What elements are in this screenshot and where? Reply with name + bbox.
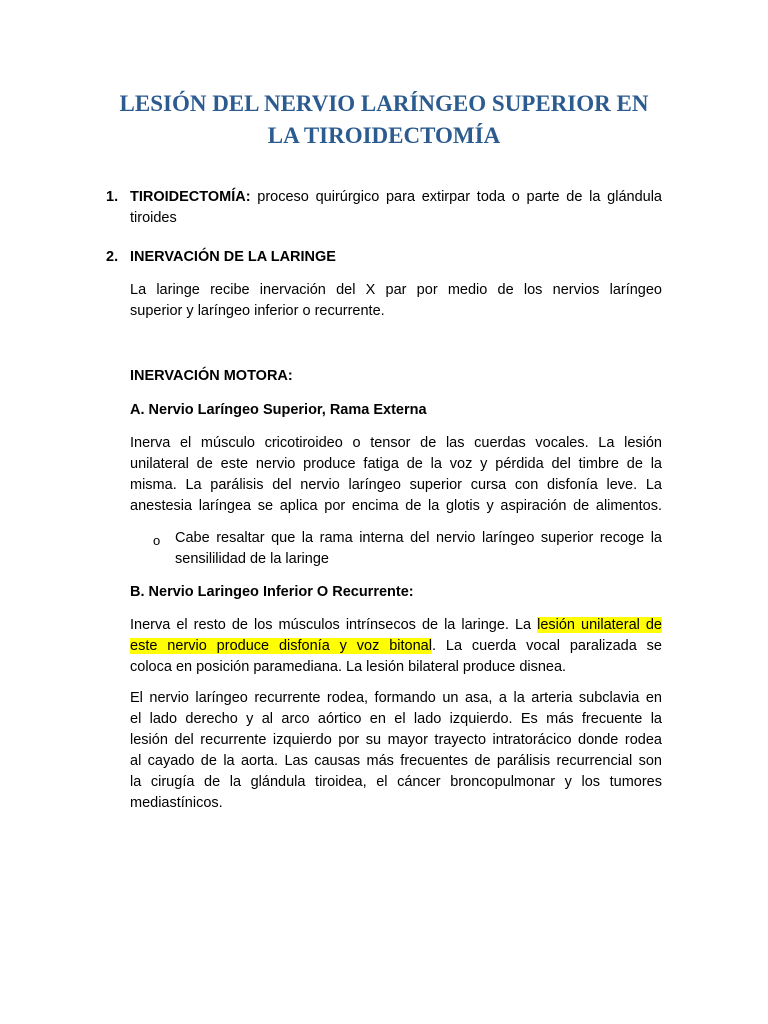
section-b-p2-line-4: al cayado de la aorta. Las causas más frecuentes de parálisis recurrencial son xyxy=(130,753,662,769)
bullet-line-2: sensililidad de la laringe xyxy=(175,551,329,567)
item-1-line-1 xyxy=(130,187,662,208)
section-b-paragraph-1 xyxy=(130,615,662,678)
section-b-paragraph-2 xyxy=(130,688,662,814)
bullet-line-1: Cabe resaltar que la rama interna del nervio laríngeo superior recoge la xyxy=(175,530,662,546)
highlighted-text-2: este nervio produce disfonía y voz bitonal xyxy=(130,638,432,654)
item-2-number: 2. xyxy=(106,249,119,265)
section-a-line-2: unilateral de este nervio produce fatiga de la voz y pérdida del timbre de la xyxy=(130,456,662,472)
section-b-p2-line-1: El nervio laríngeo recurrente rodea, formando un asa, a la arteria subclavia en xyxy=(130,690,662,706)
bullet-marker: o xyxy=(153,533,161,548)
item-1-number: 1. xyxy=(106,189,119,205)
section-b-p1-plain-1: Inerva el resto de los músculos intrínsecos de la laringe. La xyxy=(130,617,538,633)
highlighted-text-1: lesión unilateral de xyxy=(537,617,662,633)
section-a-heading: A. Nervio Laríngeo Superior, Rama Externa xyxy=(130,402,427,418)
motor-heading: INERVACIÓN MOTORA: xyxy=(130,368,293,384)
section-b-p1-line-1 xyxy=(130,615,662,636)
laringe-line-1: La laringe recibe inervación del X par por medio de los nervios laríngeo xyxy=(130,282,662,298)
item-2-heading: INERVACIÓN DE LA LARINGE xyxy=(130,249,336,265)
section-b-p1-line-2 xyxy=(130,636,662,657)
section-b-p2-line-2: el lado derecho y al arco aórtico en el lado izquierdo. Es más frecuente la xyxy=(130,711,662,727)
section-b-p2-line-5: la cirugía de la glándula tiroidea, el cáncer broncopulmonar y los tumores xyxy=(130,774,662,790)
section-b-heading: B. Nervio Laringeo Inferior O Recurrente: xyxy=(130,584,414,600)
document-title xyxy=(100,88,668,152)
laringe-line-2: superior y laríngeo inferior o recurrente. xyxy=(130,303,385,319)
title-line-2: LA TIROIDECTOMÍA xyxy=(267,123,501,148)
item-1-definition: proceso quirúrgico para extirpar toda o parte de la glándula xyxy=(250,189,662,205)
section-b-p2-line-3: lesión del recurrente izquierdo por su mayor trayecto intratorácico donde rodea xyxy=(130,732,662,748)
title-line-1: LESIÓN DEL NERVIO LARÍNGEO SUPERIOR EN xyxy=(119,91,649,116)
item-1-text xyxy=(130,187,662,229)
item-1-term: TIROIDECTOMÍA: xyxy=(130,189,251,205)
section-a-line-3: misma. La parálisis del nervio laríngeo superior cursa con disfonía leve. La xyxy=(130,477,662,493)
section-b-p1-line-3: coloca en posición paramediana. La lesión bilateral produce disnea. xyxy=(130,659,567,675)
section-a-line-4: anestesia laríngea se aplica por encima de la glotis y aspiración de alimentos. xyxy=(130,498,662,514)
section-b-p1-plain-2: . La cuerda vocal paralizada se xyxy=(431,638,662,654)
bullet-item xyxy=(175,528,662,570)
item-1-line-2: tiroides xyxy=(130,210,177,226)
section-a-line-1: Inerva el músculo cricotiroideo o tensor de las cuerdas vocales. La lesión xyxy=(130,435,662,451)
laringe-paragraph xyxy=(130,280,662,322)
section-a-paragraph xyxy=(130,433,662,517)
section-b-p2-line-6: mediastínicos. xyxy=(130,795,223,811)
